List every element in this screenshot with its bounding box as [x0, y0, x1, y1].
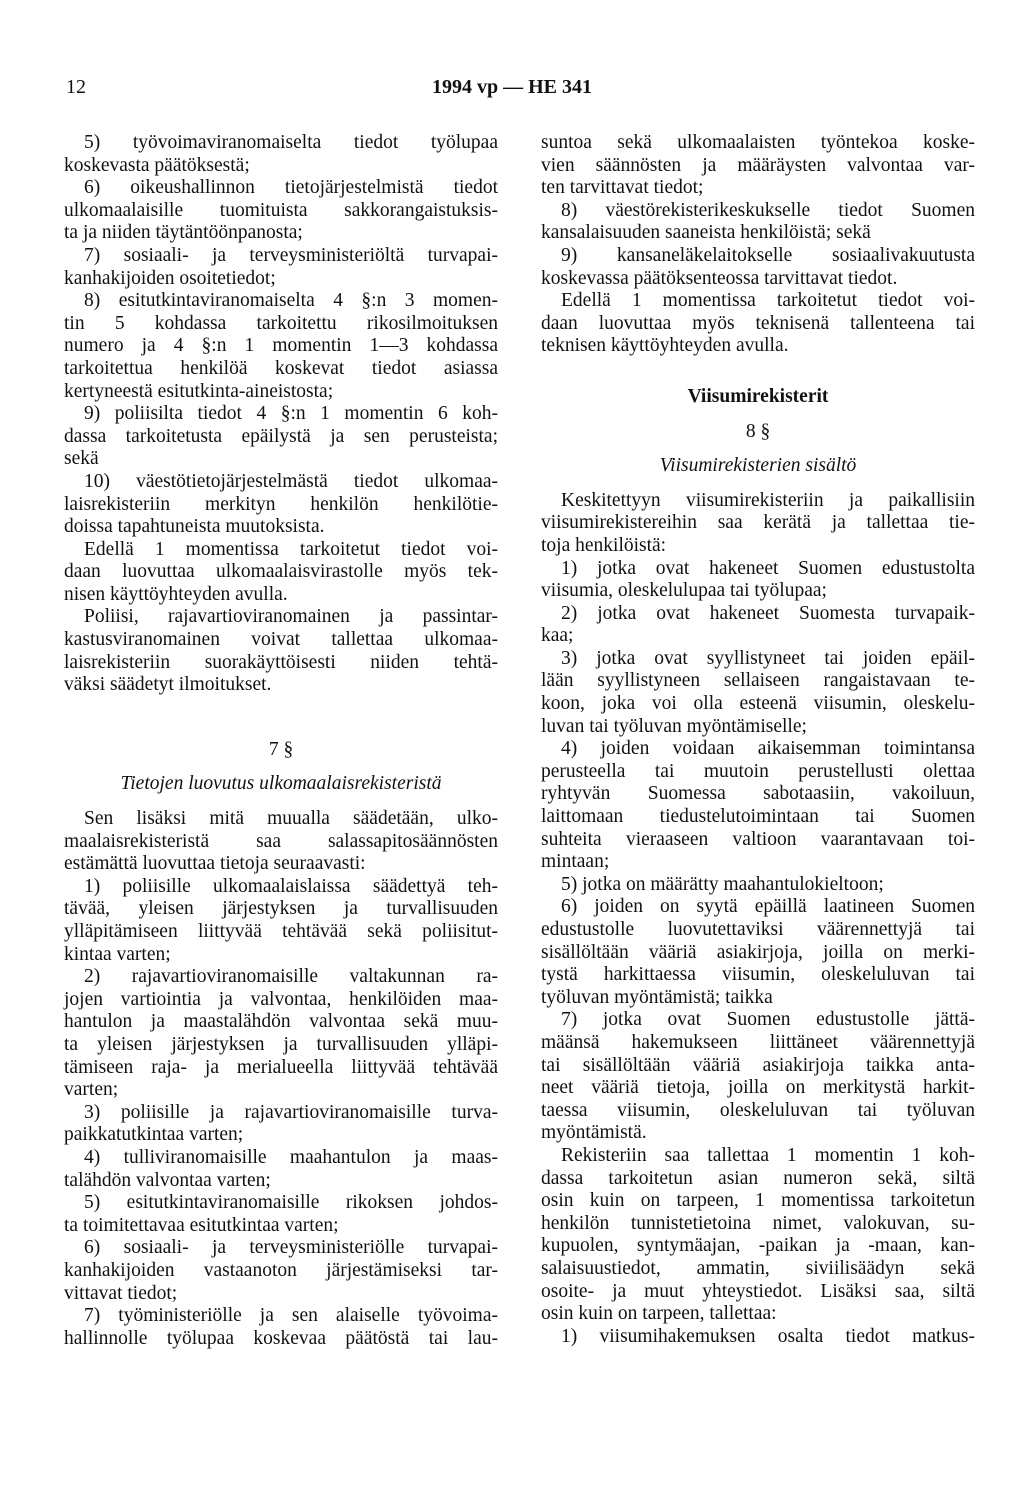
text-line: 7) jotka ovat Suomen edustustolle jättä- [561, 1009, 975, 1031]
text-line: 9) poliisilta tiedot 4 §:n 1 momentin 6 koh- [84, 403, 498, 425]
page-header [0, 76, 1024, 106]
text-line: koon, joka voi olla esteenä viisumin, oleskelu- [541, 693, 975, 715]
text-line: ryhtyvän Suomessa sabotaasiin, vakoiluun, [541, 783, 975, 805]
left-paragraphs-a [64, 132, 498, 697]
text-line: talähdön valvontaa varten; [64, 1169, 271, 1191]
text-line: kupuolen, syntymäajan, -paikan ja -maan, kan- [541, 1235, 975, 1257]
text-line: tarkoitettua henkilöä koskevat tiedot asiassa [64, 357, 498, 379]
text-line: 6) sosiaali- ja terveysministeriölle turvapai- [84, 1237, 498, 1259]
text-line: perusteella tai muutoin perustellusti olettaa [541, 760, 975, 782]
text-line: Edellä 1 momentissa tarkoitetut tiedot voi- [84, 538, 498, 560]
text-line: koskevassa päätöksenteossa tarvittavat tiedot. [541, 267, 898, 289]
text-line: maalaisrekisteristä saa salassapitosäännösten [64, 830, 498, 852]
section-8-number: 8 § [745, 420, 771, 442]
text-line: 6) oikeushallinnon tietojärjestelmistä tiedot [84, 177, 498, 199]
text-line: kansalaisuuden saaneista henkilöistä; sekä [541, 222, 871, 244]
text-line: teknisen käyttöyhteyden avulla. [541, 335, 789, 357]
text-line: tin 5 kohdassa tarkoitettu rikosilmoituksen [64, 312, 498, 334]
text-line: Poliisi, rajavartioviranomainen ja passintar- [84, 606, 498, 628]
text-line: toja henkilöistä: [541, 534, 667, 556]
text-line: vittavat tiedot; [64, 1282, 178, 1304]
text-line: tämiseen raja- ja merialueella liittyvää tehtävää [64, 1056, 498, 1078]
text-line: dassa tarkoitetusta epäilystä ja sen perusteista; [64, 425, 498, 447]
right-column [541, 132, 975, 1348]
text-line: tystä harkittaessa viisumin, oleskeluluvan tai [541, 964, 975, 986]
text-line: sekä [64, 448, 99, 470]
text-line: suhteita vieraaseen valtioon vaarantavaan toi- [541, 828, 975, 850]
text-line: mintaan; [541, 851, 610, 873]
text-line: 2) rajavartioviranomaisille valtakunnan ra- [84, 966, 498, 988]
text-line: nisen käyttöyhteyden avulla. [64, 583, 288, 605]
text-line: viisumia, oleskelulupaa tai työlupaa; [541, 580, 827, 602]
text-line: hantulon ja maastalähdön valvontaa sekä muu- [64, 1011, 498, 1033]
text-line: paikkatutkintaa varten; [64, 1124, 244, 1146]
text-line: työluvan myöntämistä; taikka [541, 986, 773, 1008]
left-paragraphs-b [64, 808, 498, 1350]
text-line: laittomaan tiedustelutoimintaan tai Suomen [541, 806, 975, 828]
text-line: 7) sosiaali- ja terveysministeriöltä turvapai- [84, 244, 498, 266]
text-line: Edellä 1 momentissa tarkoitetut tiedot voi- [561, 290, 975, 312]
text-line: 5) jotka on määrätty maahantulokieltoon; [561, 873, 884, 895]
text-line: 10) väestötietojärjestelmästä tiedot ulkomaa- [84, 470, 498, 492]
page-number: 12 [66, 76, 86, 98]
text-line: osin kuin on tarpeen, 1 momentissa tarkoitetun [541, 1190, 975, 1212]
text-line: kanhakijoiden osoitetiedot; [64, 267, 276, 289]
section-8-title: Viisumirekisterien sisältö [659, 455, 857, 477]
text-line: 1) jotka ovat hakeneet Suomen edustustolta [561, 557, 975, 579]
text-line: salaisuustiedot, ammatin, siviilisäädyn sekä [541, 1257, 975, 1279]
text-line: ulkomaalaisille tuomituista sakkorangaistuksis- [64, 199, 498, 221]
text-line: laisrekisteriin suorakäyttöisesti niiden tehtä- [64, 651, 498, 673]
text-line: väksi säädetyt ilmoitukset. [64, 674, 272, 696]
text-line: laisrekisteriin merkityn henkilön henkilötie- [64, 493, 498, 515]
text-line: kertyneestä esitutkinta-aineistosta; [64, 380, 334, 402]
text-line: 4) joiden voidaan aikaisemman toimintansa [561, 738, 975, 760]
text-line: sisällöltään vääriä asiakirjoja, joilla on merki- [541, 941, 975, 963]
text-line: 3) poliisille ja rajavartioviranomaisille turva- [84, 1101, 498, 1123]
text-line: kintaa varten; [64, 943, 171, 965]
text-line: 4) tulliviranomaisille maahantulon ja maas- [84, 1146, 498, 1168]
text-line: henkilön tunnistetietoina nimet, valokuvan, su- [541, 1212, 975, 1234]
section-7-number: 7 § [268, 738, 294, 760]
text-line: ten tarvittavat tiedot; [541, 177, 704, 199]
text-line: neet vääriä tietoja, joilla on merkitystä harkit- [541, 1077, 975, 1099]
chapter-heading: Viisumirekisterit [687, 385, 829, 407]
text-line: kanhakijoiden vastaanoton järjestämiseksi tar- [64, 1259, 498, 1281]
text-line: 1) poliisille ulkomaalaislaissa säädettyä teh- [84, 875, 498, 897]
text-line: daan luovuttaa myös teknisenä tallenteena tai [541, 312, 975, 334]
text-line: Keskitettyyn viisumirekisteriin ja paikallisiin [561, 489, 975, 511]
text-line: ylläpitämiseen liittyvää tehtävää sekä poliisitut- [64, 921, 498, 942]
text-line: osin kuin on tarpeen, tallettaa: [541, 1303, 777, 1325]
text-line: numero ja 4 §:n 1 momentin 1—3 kohdassa [64, 335, 498, 357]
text-line: 8) esitutkintaviranomaiselta 4 §:n 3 momen- [84, 290, 498, 312]
text-line: määnsä hakemukseen liittäneet väärennettyjä [541, 1031, 975, 1053]
text-line: estämättä luovuttaa tietoja seuraavasti: [64, 853, 366, 875]
text-line: koskevasta päätöksestä; [64, 154, 250, 176]
text-line: ta toimitettavaa esitutkintaa varten; [64, 1214, 339, 1236]
text-line: viisumirekistereihin saa kerätä ja tallettaa tie- [541, 512, 975, 534]
text-line: 2) jotka ovat hakeneet Suomesta turvapaik- [561, 602, 975, 624]
section-7-title: Tietojen luovutus ulkomaalaisrekisteristä [120, 773, 442, 795]
text-line: 3) jotka ovat syyllistyneet tai joiden epäil- [561, 647, 975, 669]
text-line: ta ja niiden täytäntöönpanosta; [64, 222, 303, 244]
text-line: myöntämistä. [541, 1122, 647, 1144]
text-line: kastusviranomainen voivat tallettaa ulkomaa- [64, 629, 498, 651]
right-paragraphs-b [541, 490, 975, 1349]
running-head: 1994 vp — HE 341 [431, 76, 593, 98]
text-line: suntoa sekä ulkomaalaisten työntekoa koske- [541, 132, 975, 153]
text-line: taessa viisumin, oleskeluluvan tai työluvan [541, 1099, 975, 1121]
text-line: vien säännösten ja määräysten valvontaa var- [541, 154, 975, 176]
text-line: 5) työvoimaviranomaiselta tiedot työlupaa [84, 132, 498, 153]
text-line: varten; [64, 1079, 119, 1101]
text-line: Sen lisäksi mitä muualla säädetään, ulko- [84, 808, 498, 830]
text-line: dassa tarkoitetun asian numeron sekä, siltä [541, 1167, 975, 1189]
text-line: edustustolle luovutettaviksi väärennettyjä tai [541, 919, 975, 940]
text-line: 7) työministeriölle ja sen alaiselle työvoima- [84, 1305, 498, 1327]
text-line: tai sisällöltään vääriä asiakirjoja taikka anta- [541, 1054, 975, 1076]
text-line: hallinnolle työlupaa koskevaa päätöstä tai lau- [64, 1327, 498, 1349]
text-line: luvan tai työluvan myöntämiselle; [541, 715, 807, 737]
text-line: tävää, yleisen järjestyksen ja turvallisuuden [64, 898, 498, 920]
text-line: ta yleisen järjestyksen ja turvallisuuden ylläpi- [64, 1033, 498, 1055]
left-column [64, 132, 498, 1350]
text-line: 9) kansaneläkelaitokselle sosiaalivakuutusta [561, 244, 975, 266]
text-line: Rekisteriin saa tallettaa 1 momentin 1 koh- [561, 1144, 975, 1166]
text-line: doissa tapahtuneista muutoksista. [64, 516, 325, 538]
text-line: jojen vartiointia ja valvontaa, henkilöiden maa- [64, 988, 498, 1010]
text-line: 5) esitutkintaviranomaisille rikoksen johdos- [84, 1192, 498, 1214]
text-line: daan luovuttaa ulkomaalaisvirastolle myös tek- [64, 561, 498, 583]
text-line: 1) viisumihakemuksen osalta tiedot matkus- [561, 1325, 975, 1347]
text-line: 8) väestörekisterikeskukselle tiedot Suomen [561, 199, 975, 221]
text-line: lään syyllistyneen sellaiseen rangaistavaan te- [541, 670, 975, 692]
text-line: osoite- ja muut yhteystiedot. Lisäksi saa, siltä [541, 1280, 975, 1302]
right-paragraphs-a [541, 132, 975, 358]
text-line: kaa; [541, 625, 574, 647]
text-line: 6) joiden on syytä epäillä laatineen Suomen [561, 896, 975, 918]
